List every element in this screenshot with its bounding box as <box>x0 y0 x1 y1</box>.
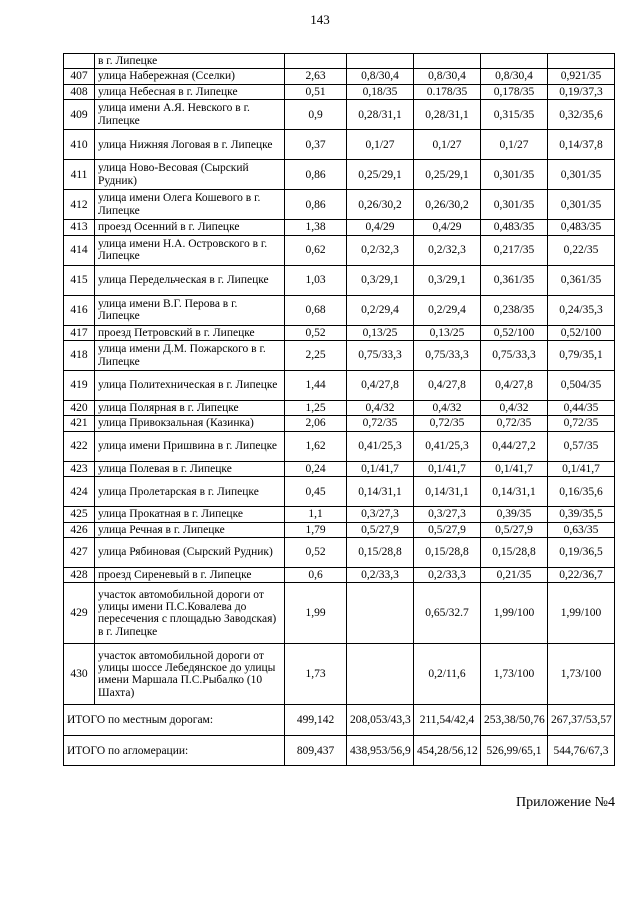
value-col-1: 0,18/35 <box>347 84 414 99</box>
value-col-1: 0,5/27,9 <box>347 522 414 537</box>
row-number: 427 <box>64 538 95 568</box>
road-length: 0,45 <box>285 477 347 507</box>
table-row <box>64 568 615 583</box>
total-length: 809,437 <box>285 736 347 766</box>
road-name: улица Привокзальная (Казинка) <box>95 416 285 431</box>
road-name: улица Пролетарская в г. Липецке <box>95 477 285 507</box>
row-number: 426 <box>64 522 95 537</box>
value-col-1: 0,3/29,1 <box>347 265 414 295</box>
value-col-3: 0,301/35 <box>481 190 548 220</box>
row-number: 428 <box>64 568 95 583</box>
value-col-3: 0,39/35 <box>481 507 548 522</box>
road-length: 1,79 <box>285 522 347 537</box>
total-row <box>64 705 615 736</box>
total-col-3: 526,99/65,1 <box>481 736 548 766</box>
road-length: 0,6 <box>285 568 347 583</box>
value-col-2: 0,3/27,3 <box>414 507 481 522</box>
road-length: 0,68 <box>285 295 347 325</box>
value-col-4: 0,22/36,7 <box>548 568 615 583</box>
road-length: 1,03 <box>285 265 347 295</box>
value-col-3: 0,301/35 <box>481 160 548 190</box>
road-length <box>285 54 347 69</box>
value-col-4: 0,32/35,6 <box>548 100 615 130</box>
road-length: 0,62 <box>285 235 347 265</box>
value-col-3: 0,4/27,8 <box>481 371 548 401</box>
row-number: 419 <box>64 371 95 401</box>
value-col-3: 0,1/27 <box>481 130 548 160</box>
value-col-4 <box>548 54 615 69</box>
table-row <box>64 84 615 99</box>
value-col-4: 1,99/100 <box>548 583 615 644</box>
row-number: 418 <box>64 341 95 371</box>
value-col-1: 0,8/30,4 <box>347 69 414 84</box>
row-number: 416 <box>64 295 95 325</box>
roads-table <box>63 53 615 766</box>
value-col-3 <box>481 54 548 69</box>
road-length: 1,38 <box>285 220 347 235</box>
value-col-3: 0,1/41,7 <box>481 461 548 476</box>
value-col-2: 0,2/29,4 <box>414 295 481 325</box>
value-col-1: 0,1/41,7 <box>347 461 414 476</box>
value-col-4: 0,79/35,1 <box>548 341 615 371</box>
value-col-3: 0,238/35 <box>481 295 548 325</box>
value-col-3: 0,483/35 <box>481 220 548 235</box>
table-row <box>64 461 615 476</box>
row-number: 407 <box>64 69 95 84</box>
table-row <box>64 416 615 431</box>
value-col-3: 0,44/27,2 <box>481 431 548 461</box>
row-number: 417 <box>64 325 95 340</box>
value-col-4: 0,301/35 <box>548 190 615 220</box>
road-length: 0,24 <box>285 461 347 476</box>
table-row <box>64 477 615 507</box>
value-col-3: 1,73/100 <box>481 644 548 705</box>
value-col-4: 0,1/41,7 <box>548 461 615 476</box>
value-col-2: 0,26/30,2 <box>414 190 481 220</box>
page-number: 143 <box>310 12 330 27</box>
table-row <box>64 507 615 522</box>
road-length: 1,62 <box>285 431 347 461</box>
value-col-3: 0,315/35 <box>481 100 548 130</box>
value-col-4: 0,39/35,5 <box>548 507 615 522</box>
row-number: 413 <box>64 220 95 235</box>
road-name: улица имени А.Я. Невского в г. Липецке <box>95 100 285 130</box>
table-row <box>64 54 615 69</box>
road-length: 0,37 <box>285 130 347 160</box>
row-number <box>64 54 95 69</box>
road-length: 2,06 <box>285 416 347 431</box>
table-row <box>64 235 615 265</box>
table-row <box>64 100 615 130</box>
value-col-1: 0,1/27 <box>347 130 414 160</box>
total-label: ИТОГО по агломерации: <box>64 736 285 766</box>
table-row <box>64 130 615 160</box>
value-col-2: 0,2/11,6 <box>414 644 481 705</box>
row-number: 414 <box>64 235 95 265</box>
row-number: 415 <box>64 265 95 295</box>
value-col-1: 0,15/28,8 <box>347 538 414 568</box>
road-length: 2,63 <box>285 69 347 84</box>
row-number: 421 <box>64 416 95 431</box>
total-col-2: 211,54/42,4 <box>414 705 481 736</box>
value-col-2: 0,8/30,4 <box>414 69 481 84</box>
value-col-4: 0,19/37,3 <box>548 84 615 99</box>
table-row <box>64 583 615 644</box>
table-row <box>64 371 615 401</box>
road-name: улица имени Н.А. Островского в г. Липецке <box>95 235 285 265</box>
value-col-4: 0,24/35,3 <box>548 295 615 325</box>
value-col-3: 0,21/35 <box>481 568 548 583</box>
total-length: 499,142 <box>285 705 347 736</box>
total-label: ИТОГО по местным дорогам: <box>64 705 285 736</box>
table-row <box>64 522 615 537</box>
table-row <box>64 644 615 705</box>
value-col-1: 0,4/32 <box>347 401 414 416</box>
value-col-4: 0,921/35 <box>548 69 615 84</box>
value-col-4: 0,72/35 <box>548 416 615 431</box>
road-name: в г. Липецке <box>95 54 285 69</box>
road-length: 1,73 <box>285 644 347 705</box>
value-col-3: 0,52/100 <box>481 325 548 340</box>
table-row <box>64 190 615 220</box>
road-length: 0,86 <box>285 160 347 190</box>
value-col-2: 0,4/27,8 <box>414 371 481 401</box>
road-name: улица Ново-Весовая (Сырский Рудник) <box>95 160 285 190</box>
value-col-4: 0,57/35 <box>548 431 615 461</box>
value-col-4: 0,52/100 <box>548 325 615 340</box>
table-row <box>64 538 615 568</box>
value-col-3: 0,15/28,8 <box>481 538 548 568</box>
row-number: 411 <box>64 160 95 190</box>
table-row <box>64 325 615 340</box>
value-col-3: 0,178/35 <box>481 84 548 99</box>
total-col-1: 208,053/43,3 <box>347 705 414 736</box>
value-col-2: 0,25/29,1 <box>414 160 481 190</box>
row-number: 430 <box>64 644 95 705</box>
value-col-4: 0,361/35 <box>548 265 615 295</box>
value-col-1: 0,2/32,3 <box>347 235 414 265</box>
value-col-2: 0,1/27 <box>414 130 481 160</box>
road-length: 1,25 <box>285 401 347 416</box>
row-number: 423 <box>64 461 95 476</box>
road-length: 0,51 <box>285 84 347 99</box>
value-col-1 <box>347 644 414 705</box>
row-number: 410 <box>64 130 95 160</box>
road-length: 2,25 <box>285 341 347 371</box>
total-col-2: 454,28/56,12 <box>414 736 481 766</box>
value-col-3: 0,5/27,9 <box>481 522 548 537</box>
road-length: 0,9 <box>285 100 347 130</box>
road-name: проезд Осенний в г. Липецке <box>95 220 285 235</box>
table-row <box>64 401 615 416</box>
road-name: улица Прокатная в г. Липецке <box>95 507 285 522</box>
value-col-3: 0,4/32 <box>481 401 548 416</box>
row-number: 408 <box>64 84 95 99</box>
value-col-4: 0,22/35 <box>548 235 615 265</box>
road-name: проезд Петровский в г. Липецке <box>95 325 285 340</box>
row-number: 429 <box>64 583 95 644</box>
road-name: улица имени Олега Кошевого в г. Липецке <box>95 190 285 220</box>
value-col-3: 0,72/35 <box>481 416 548 431</box>
value-col-2: 0,3/29,1 <box>414 265 481 295</box>
value-col-4: 0,16/35,6 <box>548 477 615 507</box>
value-col-1: 0,14/31,1 <box>347 477 414 507</box>
value-col-2: 0,5/27,9 <box>414 522 481 537</box>
table-row <box>64 265 615 295</box>
row-number: 422 <box>64 431 95 461</box>
value-col-1: 0,26/30,2 <box>347 190 414 220</box>
row-number: 412 <box>64 190 95 220</box>
road-length: 0,52 <box>285 538 347 568</box>
road-name: улица Рябиновая (Сырский Рудник) <box>95 538 285 568</box>
value-col-2: 0,15/28,8 <box>414 538 481 568</box>
table-row <box>64 295 615 325</box>
road-name: улица Передельческая в г. Липецке <box>95 265 285 295</box>
value-col-1: 0,4/27,8 <box>347 371 414 401</box>
row-number: 420 <box>64 401 95 416</box>
value-col-1: 0,3/27,3 <box>347 507 414 522</box>
value-col-2: 0,75/33,3 <box>414 341 481 371</box>
value-col-1: 0,28/31,1 <box>347 100 414 130</box>
value-col-4: 0,63/35 <box>548 522 615 537</box>
road-name: улица Речная в г. Липецке <box>95 522 285 537</box>
road-length: 0,86 <box>285 190 347 220</box>
roads-table-body <box>64 54 615 766</box>
road-name: проезд Сиреневый в г. Липецке <box>95 568 285 583</box>
value-col-2: 0.178/35 <box>414 84 481 99</box>
road-name: улица Полевая в г. Липецке <box>95 461 285 476</box>
value-col-2 <box>414 54 481 69</box>
value-col-1: 0,41/25,3 <box>347 431 414 461</box>
value-col-2: 0,28/31,1 <box>414 100 481 130</box>
value-col-2: 0,65/32.7 <box>414 583 481 644</box>
table-row <box>64 341 615 371</box>
value-col-3: 0,8/30,4 <box>481 69 548 84</box>
road-name: участок автомобильной дороги от улицы шоссе Лебедянское до улицы имени Маршала П.С.Рыбалко (10 Шахта) <box>95 644 285 705</box>
table-row <box>64 69 615 84</box>
value-col-2: 0,4/29 <box>414 220 481 235</box>
table-row <box>64 431 615 461</box>
value-col-1: 0,2/33,3 <box>347 568 414 583</box>
value-col-4: 0,504/35 <box>548 371 615 401</box>
value-col-1: 0,75/33,3 <box>347 341 414 371</box>
value-col-4: 0,483/35 <box>548 220 615 235</box>
road-length: 1,1 <box>285 507 347 522</box>
value-col-1 <box>347 54 414 69</box>
road-name: улица Набережная (Сселки) <box>95 69 285 84</box>
value-col-1: 0,13/25 <box>347 325 414 340</box>
value-col-1: 0,72/35 <box>347 416 414 431</box>
value-col-1: 0,2/29,4 <box>347 295 414 325</box>
road-name: участок автомобильной дороги от улицы имени П.С.Ковалева до пересечения с площадью Заводская) в г. Липецке <box>95 583 285 644</box>
total-row <box>64 736 615 766</box>
value-col-2: 0,2/33,3 <box>414 568 481 583</box>
value-col-2: 0,2/32,3 <box>414 235 481 265</box>
road-name: улица имени В.Г. Перова в г. Липецке <box>95 295 285 325</box>
total-col-3: 253,38/50,76 <box>481 705 548 736</box>
table-row <box>64 220 615 235</box>
road-name: улица Политехническая в г. Липецке <box>95 371 285 401</box>
value-col-2: 0,72/35 <box>414 416 481 431</box>
row-number: 409 <box>64 100 95 130</box>
road-length: 1,99 <box>285 583 347 644</box>
total-col-4: 544,76/67,3 <box>548 736 615 766</box>
value-col-4: 0,44/35 <box>548 401 615 416</box>
road-length: 0,52 <box>285 325 347 340</box>
value-col-4: 1,73/100 <box>548 644 615 705</box>
value-col-1: 0,4/29 <box>347 220 414 235</box>
value-col-2: 0,14/31,1 <box>414 477 481 507</box>
value-col-2: 0,1/41,7 <box>414 461 481 476</box>
value-col-4: 0,19/36,5 <box>548 538 615 568</box>
value-col-4: 0,14/37,8 <box>548 130 615 160</box>
value-col-2: 0,4/32 <box>414 401 481 416</box>
value-col-1: 0,25/29,1 <box>347 160 414 190</box>
road-name: улица имени Д.М. Пожарского в г. Липецке <box>95 341 285 371</box>
value-col-2: 0,41/25,3 <box>414 431 481 461</box>
road-length: 1,44 <box>285 371 347 401</box>
road-name: улица Небесная в г. Липецке <box>95 84 285 99</box>
value-col-3: 0,361/35 <box>481 265 548 295</box>
total-col-1: 438,953/56,9 <box>347 736 414 766</box>
value-col-4: 0,301/35 <box>548 160 615 190</box>
road-name: улица Полярная в г. Липецке <box>95 401 285 416</box>
value-col-2: 0,13/25 <box>414 325 481 340</box>
appendix-label: Приложение №4 <box>516 795 615 810</box>
value-col-3: 1,99/100 <box>481 583 548 644</box>
road-name: улица Нижняя Логовая в г. Липецке <box>95 130 285 160</box>
road-name: улица имени Пришвина в г. Липецке <box>95 431 285 461</box>
table-row <box>64 160 615 190</box>
value-col-3: 0,75/33,3 <box>481 341 548 371</box>
total-col-4: 267,37/53,57 <box>548 705 615 736</box>
value-col-3: 0,14/31,1 <box>481 477 548 507</box>
value-col-1 <box>347 583 414 644</box>
row-number: 425 <box>64 507 95 522</box>
row-number: 424 <box>64 477 95 507</box>
value-col-3: 0,217/35 <box>481 235 548 265</box>
